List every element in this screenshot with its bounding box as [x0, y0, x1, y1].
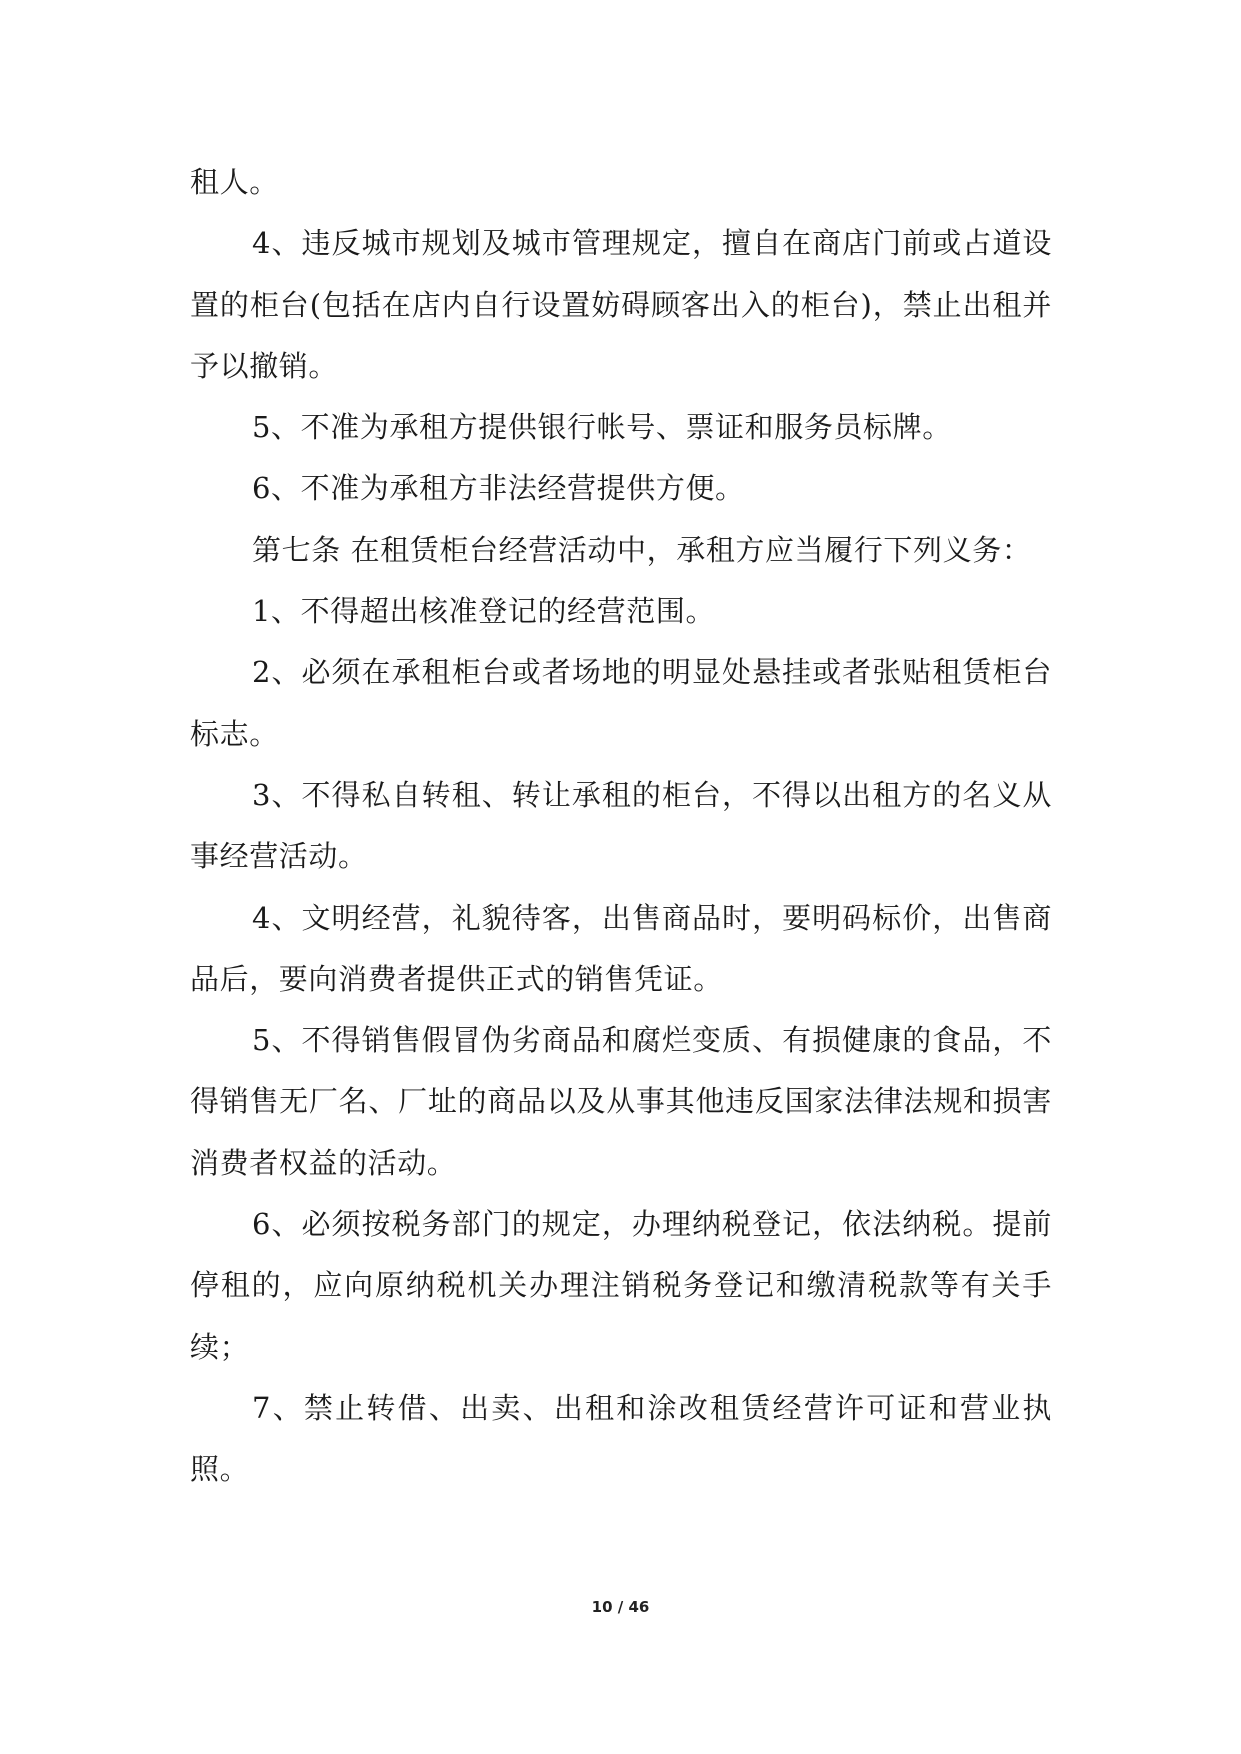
- paragraph: 5、不得销售假冒伪劣商品和腐烂变质、有损健康的食品，不得销售无厂名、厂址的商品以及从事其他违反国家法律法规和损害消费者权益的活动。: [190, 1023, 1052, 1180]
- paragraph: 6、不准为承租方非法经营提供方便。: [252, 471, 745, 506]
- paragraph: 6、必须按税务部门的规定，办理纳税登记，依法纳税。提前停租的，应向原纳税机关办理注销税务登记和缴清税款等有关手续；: [190, 1207, 1052, 1364]
- paragraph: 1、不得超出核准登记的经营范围。: [252, 594, 716, 629]
- paragraph: 4、文明经营，礼貌待客，出售商品时，要明码标价，出售商品后，要向消费者提供正式的销售凭证。: [190, 900, 1052, 996]
- paragraph: 4、违反城市规划及城市管理规定，擅自在商店门前或占道设置的柜台(包括在店内自行设置妨碍顾客出入的柜台)，禁止出租并予以撤销。: [190, 226, 1052, 383]
- paragraph: 5、不准为承租方提供银行帐号、票证和服务员标牌。: [252, 410, 952, 445]
- paragraph: 3、不得私自转租、转让承租的柜台，不得以出租方的名义从事经营活动。: [190, 777, 1052, 874]
- paragraph: 2、必须在承租柜台或者场地的明显处悬挂或者张贴租赁柜台标志。: [190, 655, 1052, 751]
- paragraph: 7、禁止转借、出卖、出租和涂改租赁经营许可证和营业执照。: [190, 1390, 1052, 1487]
- article-heading-paragraph: 第七条 在租赁柜台经营活动中，承租方应当履行下列义务：: [252, 532, 1032, 567]
- page-number: 10 / 46: [591, 1598, 650, 1616]
- document-body: [190, 152, 1052, 1501]
- paragraph: 租人。: [190, 165, 279, 199]
